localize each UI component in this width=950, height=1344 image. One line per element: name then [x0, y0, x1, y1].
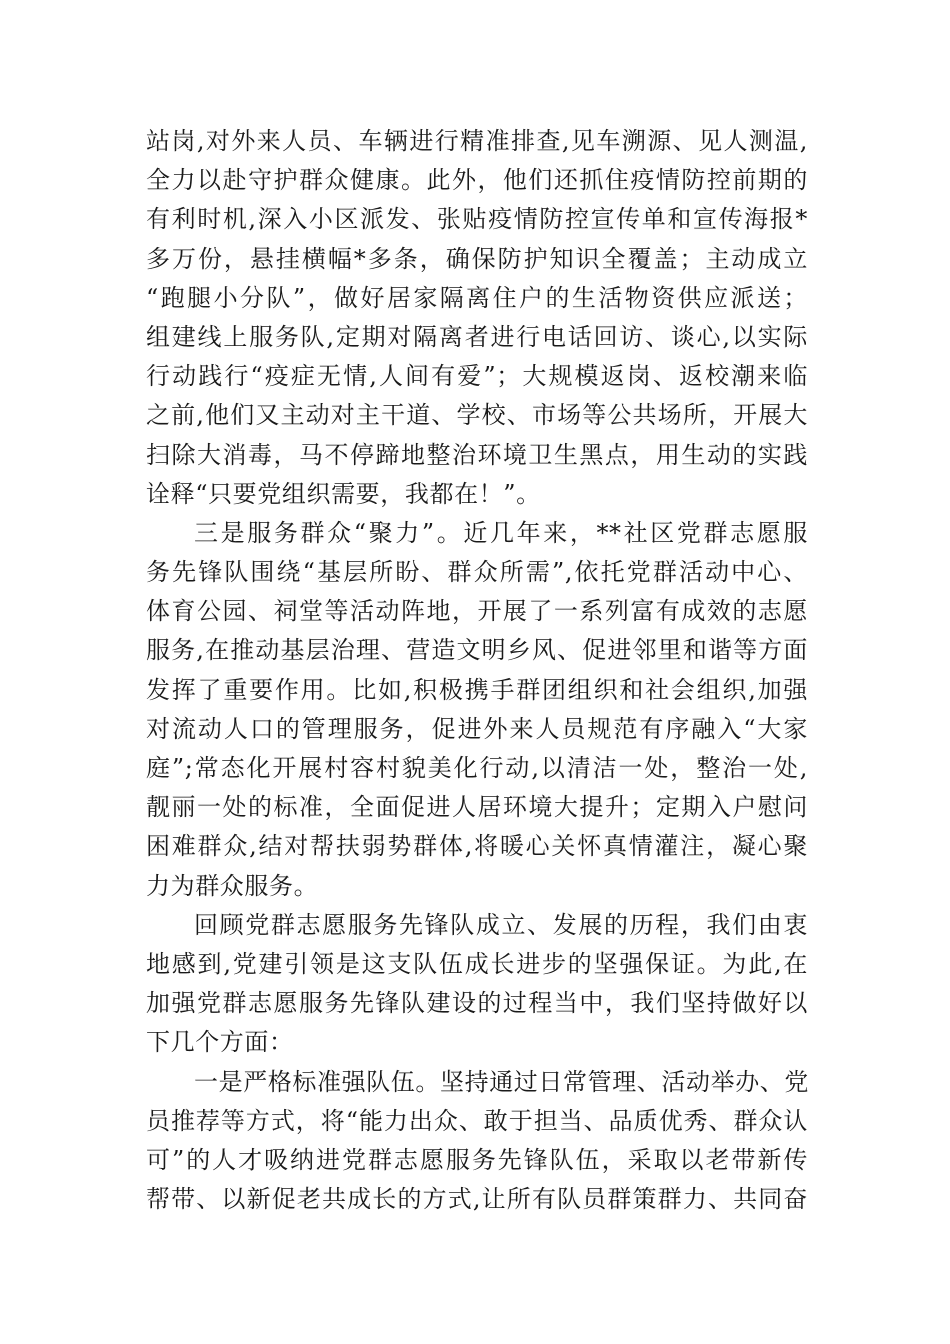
- text-line: 服务,在推动基层治理、营造文明乡风、促进邻里和谐等方面: [146, 636, 808, 665]
- text-line: 一是严格标准强队伍。坚持通过日常管理、活动举办、党: [194, 1067, 809, 1096]
- document-body: [146, 122, 808, 1219]
- text-line: 靓丽一处的标准，全面促进人居环境大提升；定期入户慰问: [146, 793, 808, 822]
- text-line: 诠释“只要党组织需要，我都在！”。: [146, 479, 541, 508]
- paragraph-epidemic-prevention: [146, 122, 808, 514]
- text-line: 行动践行“疫症无情,人间有爱”；大规模返岗、返校潮来临: [146, 362, 808, 391]
- text-line: 务先锋队围绕“基层所盼、群众所需”,依托党群活动中心、: [146, 558, 808, 587]
- text-line: 地感到,党建引领是这支队伍成长进步的坚强保证。为此,在: [146, 949, 808, 978]
- text-line: 员推荐等方式，将“能力出众、敢于担当、品质优秀、群众认: [146, 1106, 808, 1135]
- text-line: 之前,他们又主动对主干道、学校、市场等公共场所，开展大: [146, 401, 808, 430]
- text-line: 扫除大消毒，马不停蹄地整治环境卫生黑点，用生动的实践: [146, 440, 808, 469]
- paragraph-review-history: [146, 906, 808, 1063]
- text-line: 三是服务群众“聚力”。近几年来，**社区党群志愿服: [194, 518, 808, 547]
- text-line: 困难群众,结对帮扶弱势群体,将暖心关怀真情灌注，凝心聚: [146, 832, 808, 861]
- text-line: 下几个方面：: [146, 1028, 294, 1057]
- text-line: 对流动人口的管理服务，促进外来人员规范有序融入“大家: [146, 714, 808, 743]
- text-line: 有利时机,深入小区派发、张贴疫情防控宣传单和宣传海报*: [146, 205, 808, 234]
- text-line: 发挥了重要作用。比如,积极携手群团组织和社会组织,加强: [146, 675, 808, 704]
- text-line: 可”的人才吸纳进党群志愿服务先锋队伍，采取以老带新传: [146, 1145, 808, 1174]
- text-line: 站岗,对外来人员、车辆进行精准排查,见车溯源、见人测温,: [146, 127, 808, 155]
- paragraph-strict-standards: [146, 1063, 808, 1220]
- text-line: 回顾党群志愿服务先锋队成立、发展的历程，我们由衷: [194, 910, 808, 939]
- text-line: 加强党群志愿服务先锋队建设的过程当中，我们坚持做好以: [146, 989, 808, 1018]
- paragraph-serve-masses: [146, 514, 808, 906]
- text-line: “跑腿小分队”，做好居家隔离住户的生活物资供应派送；: [146, 283, 808, 312]
- text-line: 帮带、以新促老共成长的方式,让所有队员群策群力、共同奋: [146, 1185, 808, 1214]
- text-line: 全力以赴守护群众健康。此外，他们还抓住疫情防控前期的: [146, 166, 808, 195]
- text-line: 多万份，悬挂横幅*多条，确保防护知识全覆盖；主动成立: [146, 244, 808, 273]
- text-line: 庭”;常态化开展村容村貌美化行动,以清洁一处，整治一处,: [146, 754, 808, 782]
- text-line: 组建线上服务队,定期对隔离者进行电话回访、谈心,以实际: [146, 322, 808, 351]
- text-line: 体育公园、祠堂等活动阵地，开展了一系列富有成效的志愿: [146, 597, 808, 626]
- text-line: 力为群众服务。: [146, 871, 319, 900]
